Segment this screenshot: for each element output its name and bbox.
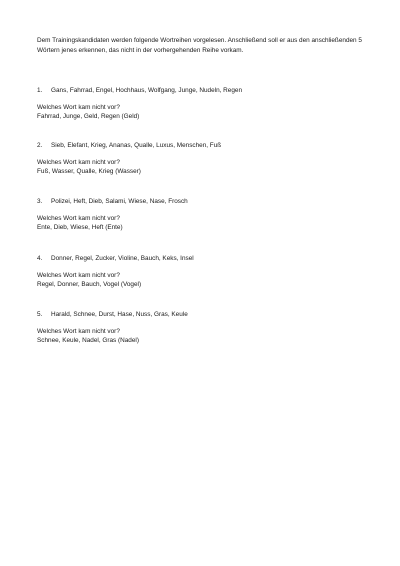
question-block [37, 327, 367, 346]
question-text: Welches Wort kam nicht vor? [37, 327, 120, 335]
word-sequence: Donner, Regel, Zucker, Violine, Bauch, Keks, Insel [51, 255, 194, 262]
answer-options: Regel, Donner, Bauch, Vogel (Vogel) [37, 281, 142, 289]
word-list [37, 141, 367, 151]
question-block [37, 103, 367, 122]
question-block [37, 214, 367, 233]
exercise-4 [37, 254, 367, 290]
question-text: Welches Wort kam nicht vor? [37, 103, 120, 111]
exercise-5 [37, 310, 367, 346]
answer-options: Schnee, Keule, Nadel, Gras (Nadel) [37, 337, 139, 345]
question-text: Welches Wort kam nicht vor? [37, 271, 120, 279]
word-sequence: Sieb, Elefant, Krieg, Ananas, Qualle, Luxus, Menschen, Fuß [51, 142, 222, 149]
word-list [37, 310, 367, 320]
exercise-number: 1. [37, 87, 43, 94]
answer-options: Fahrrad, Junge, Geld, Regen (Geld) [37, 113, 140, 121]
exercise-number: 2. [37, 142, 43, 149]
word-sequence: Gans, Fahrrad, Engel, Hochhaus, Wolfgang, Junge, Nudeln, Regen [51, 87, 243, 94]
word-list [37, 86, 367, 96]
exercise-3 [37, 197, 367, 233]
answer-options: Fuß, Wasser, Qualle, Krieg (Wasser) [37, 168, 141, 176]
answer-options: Ente, Dieb, Wiese, Heft (Ente) [37, 224, 123, 232]
exercise-number: 5. [37, 311, 43, 318]
exercise-number: 4. [37, 255, 43, 262]
exercise-number: 3. [37, 198, 43, 205]
exercise-1 [37, 86, 367, 122]
word-sequence: Polizei, Heft, Dieb, Salami, Wiese, Nase, Frosch [51, 198, 188, 205]
question-block [37, 158, 367, 177]
question-block [37, 271, 367, 290]
question-text: Welches Wort kam nicht vor? [37, 158, 120, 166]
question-text: Welches Wort kam nicht vor? [37, 214, 120, 222]
word-list [37, 197, 367, 207]
word-list [37, 254, 367, 264]
word-sequence: Harald, Schnee, Durst, Hase, Nuss, Gras, Keule [51, 311, 188, 318]
intro-paragraph: Dem Trainingskandidaten werden folgende Wortreihen vorgelesen. Anschließend soll er aus den anschließenden 5 Wörtern jenes erkennen, das nicht in der vorhergehenden Reihe vorkam. [37, 37, 362, 54]
exercise-2 [37, 141, 367, 177]
